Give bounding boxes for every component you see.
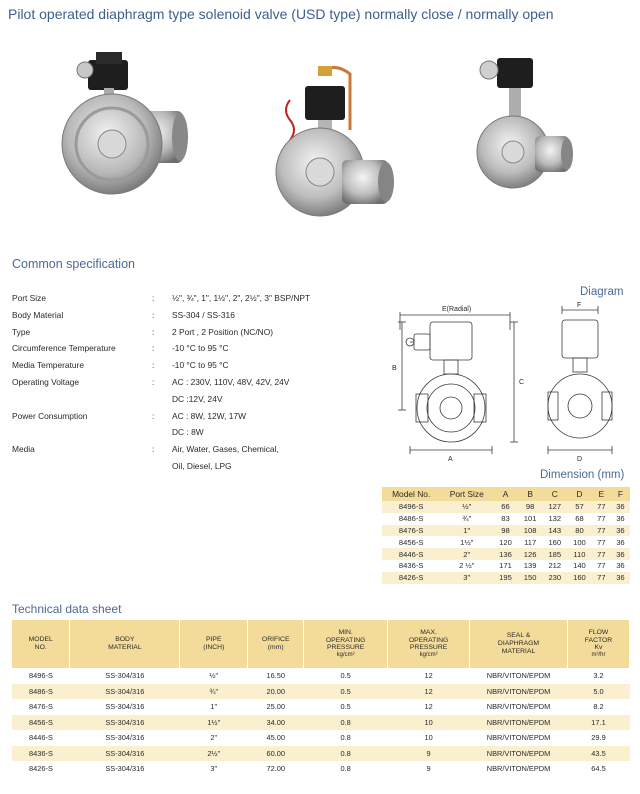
valve-photo-1 [40, 46, 190, 201]
table-row: 8426-S SS-304/316 3" 72.00 0.8 9 NBR/VITON/EPDM 64.5 [12, 761, 630, 777]
spec-value: AC : 8W, 12W, 17W [172, 410, 246, 421]
dimension-heading: Dimension (mm) [540, 469, 625, 481]
spec-value: Air, Water, Gases, Chemical, [172, 444, 279, 455]
column-header: F [611, 487, 630, 501]
spec-label: Operating Voltage [12, 376, 80, 387]
column-header: C [542, 487, 567, 501]
spec-row-body-material: Body Material : SS-304 / SS-316 [12, 309, 235, 320]
diagram-label-e: E(Radial) [442, 306, 472, 313]
spec-value: DC : 8W [172, 427, 204, 438]
column-header: Model No. [382, 487, 440, 501]
spec-row-operating-voltage-dc [12, 394, 372, 411]
column-header: A [493, 487, 518, 501]
diagram-label-c: C [519, 379, 525, 386]
diagram-heading: Diagram [580, 286, 624, 298]
spec-row-power-consumption-dc [12, 427, 372, 444]
valve-photo-2 [260, 60, 400, 220]
tech-table [12, 620, 630, 777]
page-title: Pilot operated diaphragm type solenoid valve (USD type) normally close / normally open [8, 6, 554, 22]
spec-value: AC : 230V, 110V, 48V, 42V, 24V [172, 376, 290, 387]
product-photos [0, 40, 640, 240]
column-header: MAX. OPERATING PRESSURE kg/cm² [388, 620, 470, 668]
spec-row-port-size: Port Size : ½", ¾", 1", 1½", 2", 2½", 3" BSP/NPT [12, 293, 311, 303]
spec-value: ½", ¾", 1", 1½", 2", 2½", 3" BSP/NPT [172, 293, 311, 303]
spec-label: Media [12, 444, 35, 455]
column-header: B [518, 487, 543, 501]
spec-value: 2 Port , 2 Position (NC/NO) [172, 326, 273, 337]
spec-value: -10 °C to 95 °C [172, 343, 229, 354]
table-row: 8476-S 1" 98 108 143 80 77 36 [382, 525, 630, 537]
spec-label: Port Size [12, 293, 46, 303]
column-header: Port Size [440, 487, 493, 501]
common-spec-heading: Common specification [12, 257, 135, 271]
spec-label: Type [12, 326, 31, 337]
dimension-table [382, 487, 630, 584]
spec-row-media-temperature: Media Temperature : -10 °C to 95 °C [12, 360, 229, 371]
column-header: E [592, 487, 611, 501]
tech-header-row [12, 620, 630, 668]
column-header: BODY MATERIAL [70, 620, 180, 668]
valve-photo-3 [465, 48, 575, 198]
table-row: 8446-S SS-304/316 2" 45.00 0.8 10 NBR/VITON/EPDM 29.9 [12, 730, 630, 746]
spec-label: Body Material [12, 309, 64, 320]
diagram-label-d: D [577, 456, 583, 463]
column-header: PIPE (INCH) [180, 620, 248, 668]
table-row: 8426-S 3" 195 150 230 160 77 36 [382, 572, 630, 584]
table-row: 8436-S SS-304/316 2½" 60.00 0.8 9 NBR/VITON/EPDM 43.5 [12, 746, 630, 762]
dimension-header-row [382, 487, 630, 501]
column-header: MIN. OPERATING PRESSURE kg/cm² [304, 620, 388, 668]
column-header: ORIFICE (mm) [248, 620, 304, 668]
spec-label: Media Temperature [12, 360, 84, 371]
table-row: 8496-S ½" 66 98 127 57 77 36 [382, 501, 630, 513]
spec-row-power-consumption: Power Consumption : AC : 8W, 12W, 17W [12, 410, 246, 421]
column-header: D [567, 487, 592, 501]
spec-row-media-cont [12, 461, 372, 478]
diagram-label-f: F [577, 302, 582, 309]
column-header: MODEL NO. [12, 620, 70, 668]
spec-row-operating-voltage: Operating Voltage : AC : 230V, 110V, 48V, 42V, 24V [12, 376, 290, 387]
spec-label: Circumference Temperature [12, 343, 116, 354]
table-row: 8476-S SS-304/316 1" 25.00 0.5 12 NBR/VITON/EPDM 8.2 [12, 699, 630, 715]
spec-value: SS-304 / SS-316 [172, 309, 235, 320]
spec-row-media: Media : Air, Water, Gases, Chemical, [12, 444, 279, 455]
spec-value: Oil, Diesel, LPG [172, 460, 232, 471]
spec-row-circumference-temperature: Circumference Temperature : -10 °C to 95 °C [12, 343, 229, 354]
spec-label: Power Consumption [12, 410, 88, 421]
table-row: 8456-S SS-304/316 1½" 34.00 0.8 10 NBR/VITON/EPDM 17.1 [12, 715, 630, 731]
spec-row-type: Type : 2 Port , 2 Position (NC/NO) [12, 326, 273, 337]
common-spec-list [12, 293, 372, 478]
tech-heading: Technical data sheet [12, 602, 122, 616]
diagram-label-a: A [448, 456, 453, 463]
spec-value: DC :12V, 24V [172, 393, 223, 404]
table-row: 8446-S 2" 136 126 185 110 77 36 [382, 548, 630, 560]
spec-value: -10 °C to 95 °C [172, 360, 229, 371]
diagram-label-b: B [392, 365, 397, 372]
table-row: 8486-S ¾" 83 101 132 68 77 36 [382, 513, 630, 525]
table-row: 8486-S SS-304/316 ¾" 20.00 0.5 12 NBR/VITON/EPDM 5.0 [12, 684, 630, 700]
table-row: 8436-S 2 ½" 171 139 212 140 77 36 [382, 560, 630, 572]
table-row: 8496-S SS-304/316 ½" 16.50 0.5 12 NBR/VITON/EPDM 3.2 [12, 668, 630, 684]
column-header: SEAL & DIAPHRAGM MATERIAL [470, 620, 568, 668]
table-row: 8456-S 1½" 120 117 160 100 77 36 [382, 536, 630, 548]
column-header: FLOW FACTOR Kv m³/hr [567, 620, 629, 668]
dimension-diagram [380, 300, 635, 465]
